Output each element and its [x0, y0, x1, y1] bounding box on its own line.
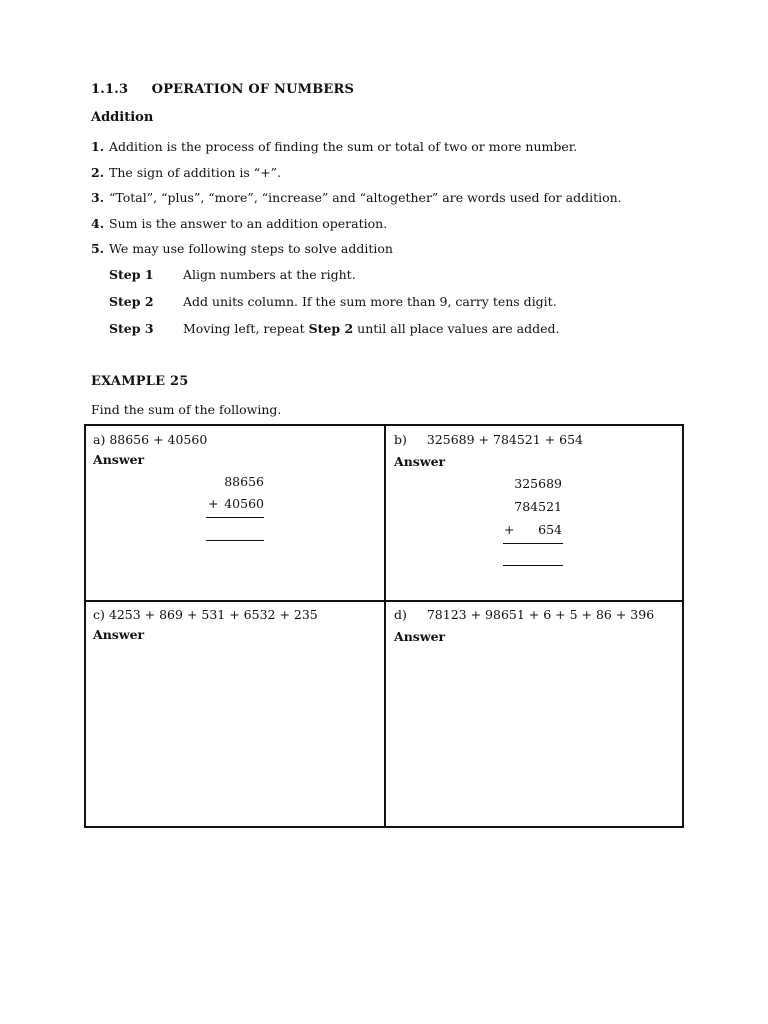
list-number: 4. — [91, 216, 105, 231]
list-number: 3. — [91, 190, 105, 205]
section-number: 1.1.3 — [91, 82, 129, 97]
answer-label: Answer — [93, 452, 145, 467]
subheading-addition: Addition — [91, 110, 154, 125]
addend: 40560 — [224, 496, 264, 511]
step-text-bold: Step 2 — [308, 321, 354, 336]
step-row — [109, 294, 557, 309]
step-text: Add units column. If the sum more than 9, carry tens digit. — [183, 294, 557, 309]
sum-rule — [206, 517, 264, 518]
grid-divider-horizontal — [86, 600, 682, 602]
step-text: Moving left, repeat — [183, 321, 309, 336]
plus-sign: + — [208, 496, 219, 511]
section-heading — [91, 82, 354, 97]
cell-expression: 78123 + 98651 + 6 + 5 + 86 + 396 — [426, 607, 655, 622]
addend: 325689 — [514, 476, 562, 491]
grid-divider-vertical — [384, 426, 386, 826]
list-number: 5. — [91, 241, 105, 256]
cell-label: a) — [93, 432, 106, 447]
list-item — [91, 190, 622, 205]
cell-a-question — [93, 432, 207, 447]
addend: 88656 — [224, 474, 264, 489]
step-text: Align numbers at the right. — [183, 267, 356, 282]
answer-line — [503, 565, 563, 566]
cell-d-question — [394, 607, 654, 622]
section-title: OPERATION OF NUMBERS — [151, 82, 355, 97]
answer-line — [206, 540, 264, 541]
list-item — [91, 216, 387, 231]
addend: 784521 — [514, 499, 562, 514]
list-item — [91, 139, 577, 154]
addend: 654 — [538, 522, 562, 537]
cell-label: d) — [394, 607, 407, 622]
cell-label: b) — [394, 432, 407, 447]
list-text: Addition is the process of finding the sum or total of two or more number. — [109, 139, 578, 154]
step-label: Step 3 — [109, 321, 154, 336]
step-row — [109, 267, 356, 282]
cell-b-question — [394, 432, 583, 447]
step-label: Step 2 — [109, 294, 154, 309]
step-label: Step 1 — [109, 267, 154, 282]
list-item — [91, 165, 281, 180]
cell-c-question — [93, 607, 318, 622]
list-item — [91, 241, 393, 256]
answer-label: Answer — [394, 629, 446, 644]
example-instruction: Find the sum of the following. — [91, 402, 282, 417]
list-number: 2. — [91, 165, 105, 180]
sum-rule — [503, 543, 563, 544]
answer-grid — [84, 424, 684, 828]
list-number: 1. — [91, 139, 105, 154]
step-row — [109, 321, 559, 336]
example-title: EXAMPLE 25 — [91, 374, 189, 389]
cell-expression: 4253 + 869 + 531 + 6532 + 235 — [108, 607, 318, 622]
step-text: until all place values are added. — [353, 321, 560, 336]
cell-label: c) — [93, 607, 105, 622]
list-text: We may use following steps to solve addition — [109, 241, 393, 256]
cell-expression: 325689 + 784521 + 654 — [426, 432, 583, 447]
cell-expression: 88656 + 40560 — [109, 432, 208, 447]
list-text: Sum is the answer to an addition operation. — [109, 216, 388, 231]
list-text: “Total”, “plus”, “more”, “increase” and “altogether” are words used for addition. — [109, 190, 622, 205]
plus-sign: + — [504, 522, 515, 537]
list-text: The sign of addition is “+”. — [109, 165, 281, 180]
answer-label: Answer — [394, 454, 446, 469]
answer-label: Answer — [93, 627, 145, 642]
